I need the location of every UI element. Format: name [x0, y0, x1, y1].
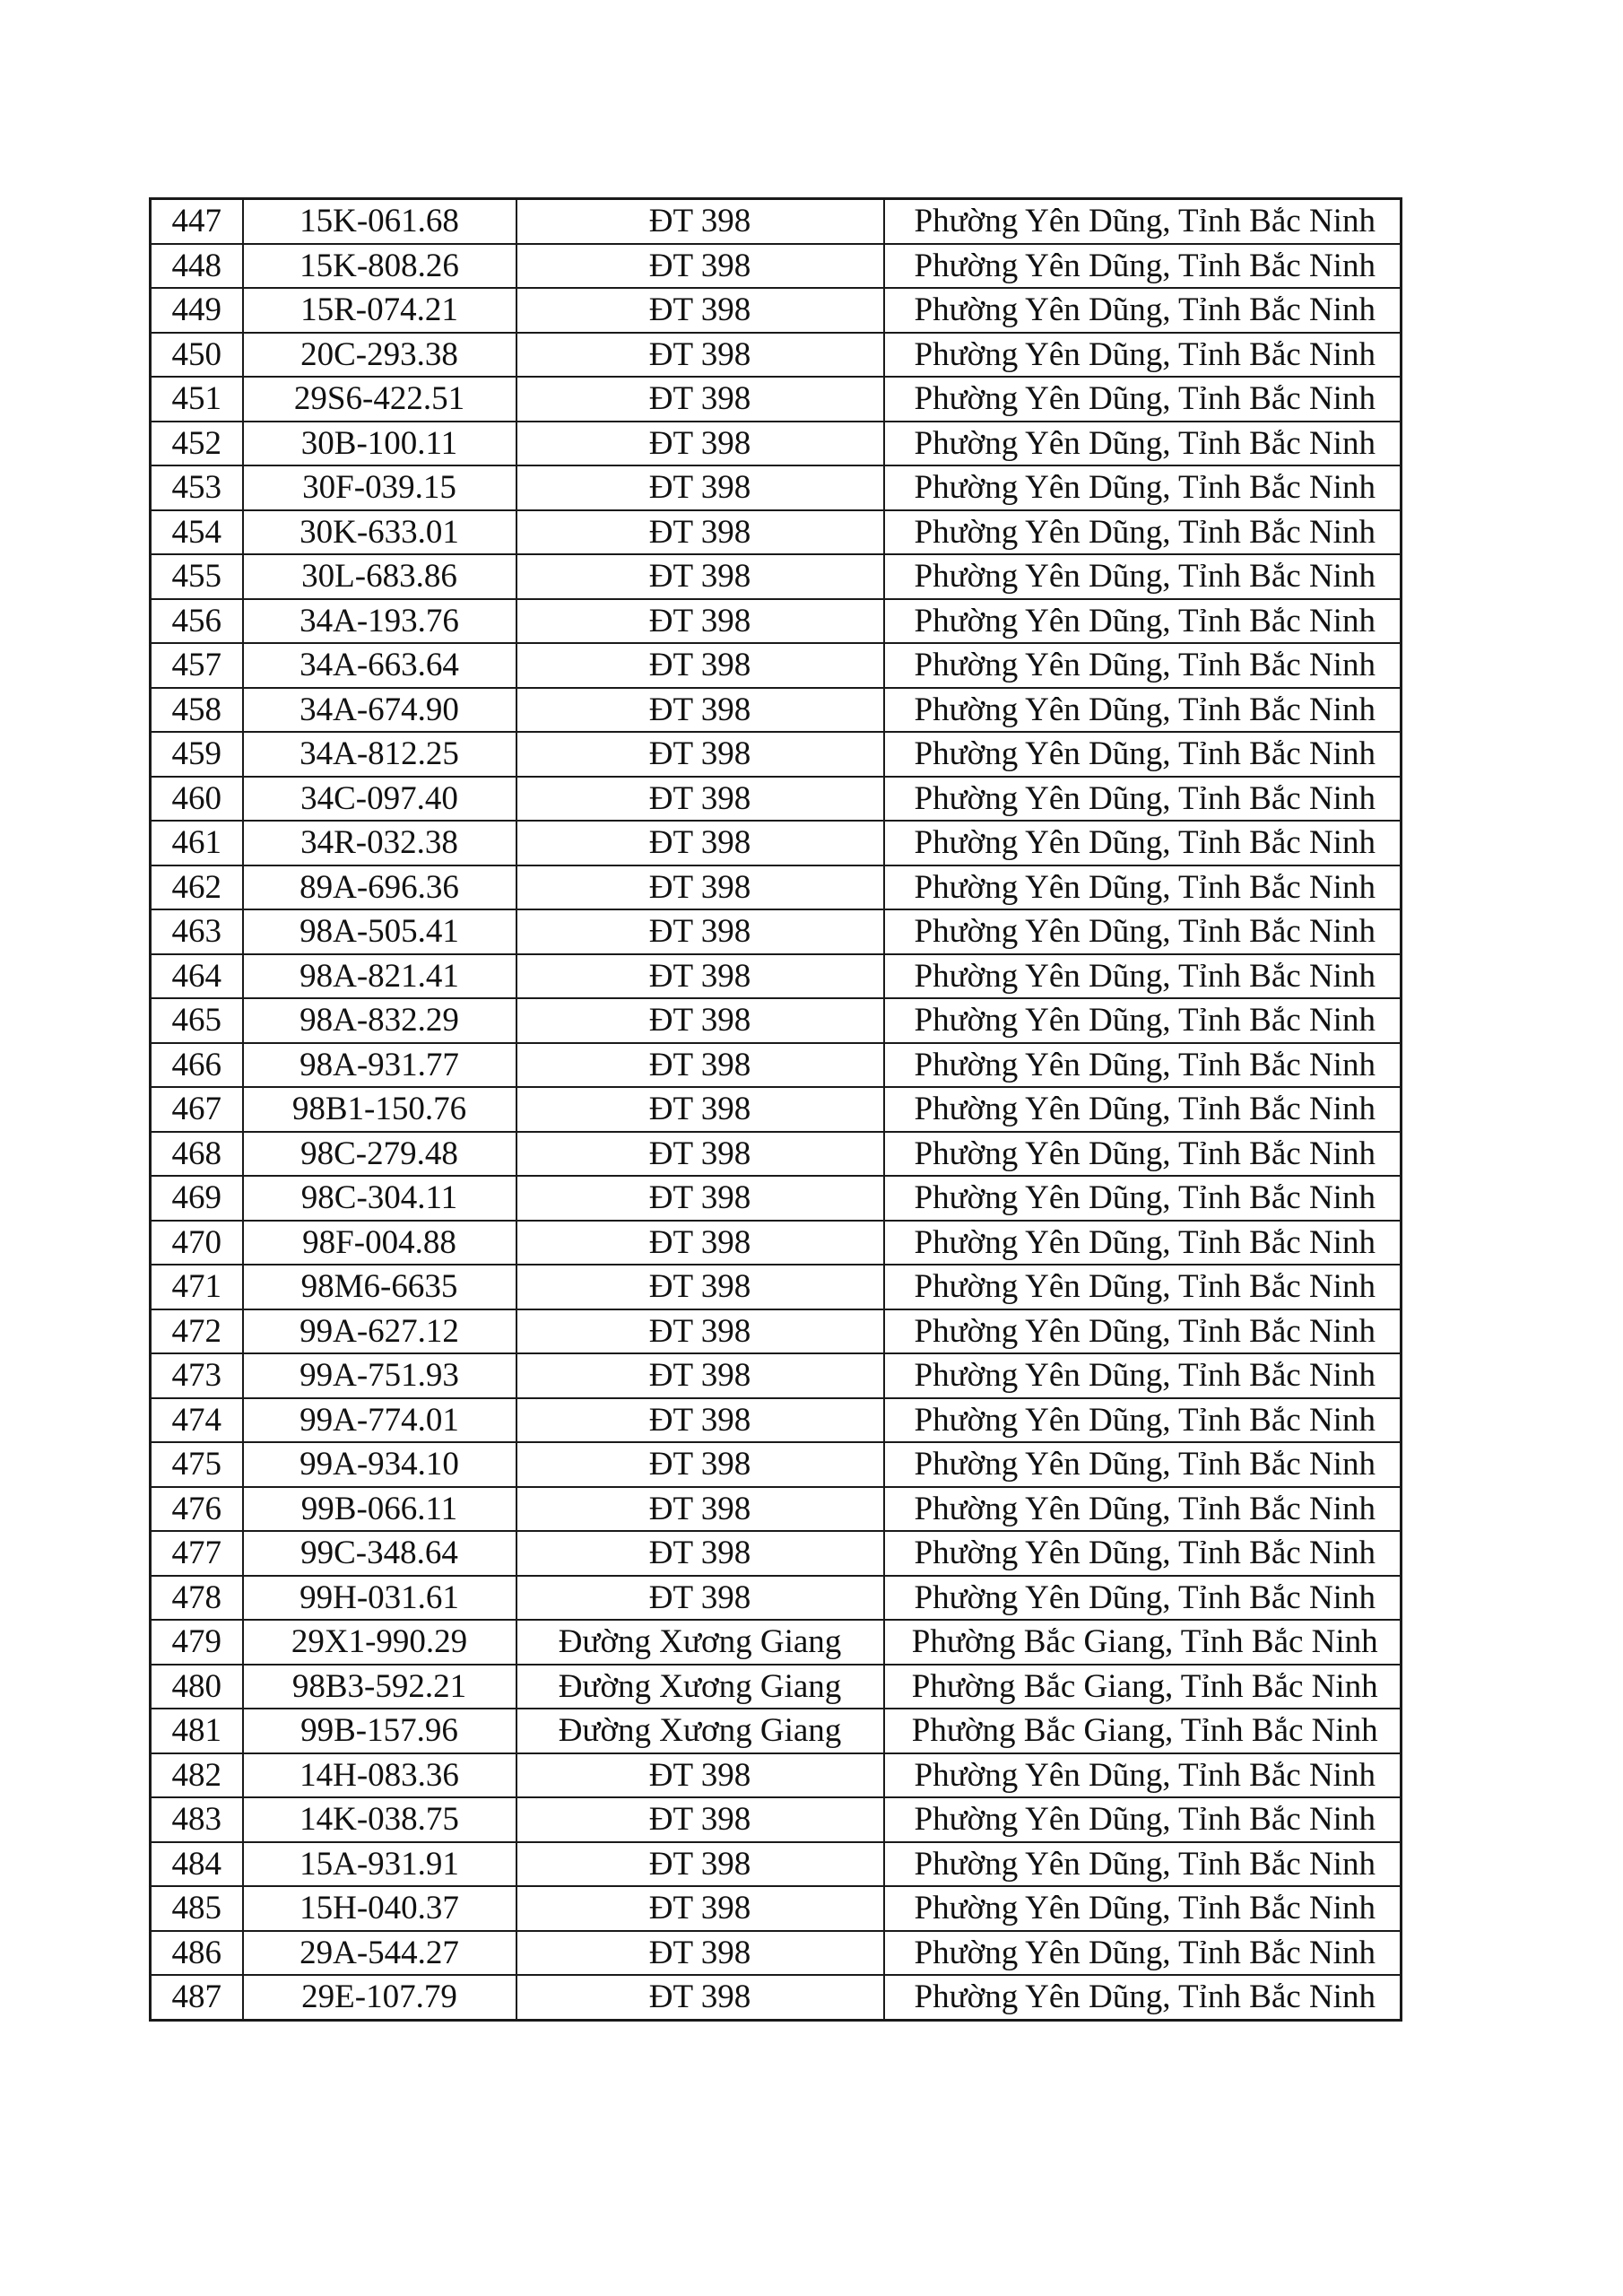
license-plate-cell: 98F-004.88 [243, 1221, 516, 1265]
table-row [151, 1487, 1402, 1532]
ward-province-cell: Phường Yên Dũng, Tỉnh Bắc Ninh [884, 599, 1402, 644]
road-name-cell: ĐT 398 [516, 510, 884, 555]
road-name-cell: ĐT 398 [516, 465, 884, 510]
table-row [151, 1132, 1402, 1177]
ward-province-cell: Phường Yên Dũng, Tỉnh Bắc Ninh [884, 1531, 1402, 1576]
ward-province-cell: Phường Bắc Giang, Tỉnh Bắc Ninh [884, 1709, 1402, 1753]
road-name-cell: ĐT 398 [516, 954, 884, 999]
road-name-cell: Đường Xương Giang [516, 1620, 884, 1665]
ward-province-cell: Phường Yên Dũng, Tỉnh Bắc Ninh [884, 1398, 1402, 1443]
license-plate-cell: 98B3-592.21 [243, 1665, 516, 1709]
license-plate-cell: 98A-931.77 [243, 1043, 516, 1088]
road-name-cell: ĐT 398 [516, 1753, 884, 1798]
table-row [151, 1886, 1402, 1931]
row-number-cell: 464 [151, 954, 243, 999]
ward-province-cell: Phường Yên Dũng, Tỉnh Bắc Ninh [884, 909, 1402, 954]
ward-province-cell: Phường Yên Dũng, Tỉnh Bắc Ninh [884, 643, 1402, 688]
row-number-cell: 448 [151, 244, 243, 289]
road-name-cell: ĐT 398 [516, 1975, 884, 2020]
ward-province-cell: Phường Yên Dũng, Tỉnh Bắc Ninh [884, 954, 1402, 999]
table-row [151, 1709, 1402, 1753]
ward-province-cell: Phường Yên Dũng, Tỉnh Bắc Ninh [884, 1442, 1402, 1487]
table-row [151, 377, 1402, 422]
table-row [151, 1576, 1402, 1621]
table-row [151, 998, 1402, 1043]
ward-province-cell: Phường Yên Dũng, Tỉnh Bắc Ninh [884, 1087, 1402, 1132]
road-name-cell: ĐT 398 [516, 643, 884, 688]
table-row [151, 1176, 1402, 1221]
row-number-cell: 456 [151, 599, 243, 644]
ward-province-cell: Phường Yên Dũng, Tỉnh Bắc Ninh [884, 1353, 1402, 1398]
ward-province-cell: Phường Yên Dũng, Tỉnh Bắc Ninh [884, 199, 1402, 244]
road-name-cell: ĐT 398 [516, 1353, 884, 1398]
row-number-cell: 463 [151, 909, 243, 954]
road-name-cell: Đường Xương Giang [516, 1709, 884, 1753]
license-plate-cell: 98M6-6635 [243, 1265, 516, 1309]
table-row [151, 1398, 1402, 1443]
row-number-cell: 474 [151, 1398, 243, 1443]
row-number-cell: 455 [151, 554, 243, 599]
license-plate-cell: 30B-100.11 [243, 422, 516, 466]
license-plate-cell: 14H-083.36 [243, 1753, 516, 1798]
license-plate-cell: 98C-279.48 [243, 1132, 516, 1177]
row-number-cell: 478 [151, 1576, 243, 1621]
row-number-cell: 459 [151, 732, 243, 777]
license-plate-cell: 99A-627.12 [243, 1309, 516, 1354]
ward-province-cell: Phường Yên Dũng, Tỉnh Bắc Ninh [884, 688, 1402, 733]
row-number-cell: 472 [151, 1309, 243, 1354]
row-number-cell: 460 [151, 777, 243, 822]
table-row [151, 599, 1402, 644]
table-row [151, 554, 1402, 599]
license-plate-cell: 15A-931.91 [243, 1842, 516, 1887]
row-number-cell: 482 [151, 1753, 243, 1798]
row-number-cell: 453 [151, 465, 243, 510]
table-row [151, 1620, 1402, 1665]
license-plate-cell: 15K-808.26 [243, 244, 516, 289]
row-number-cell: 466 [151, 1043, 243, 1088]
ward-province-cell: Phường Yên Dũng, Tỉnh Bắc Ninh [884, 1753, 1402, 1798]
license-plate-cell: 30L-683.86 [243, 554, 516, 599]
table-row [151, 1442, 1402, 1487]
table-row [151, 732, 1402, 777]
row-number-cell: 449 [151, 288, 243, 333]
license-plate-cell: 98B1-150.76 [243, 1087, 516, 1132]
road-name-cell: ĐT 398 [516, 599, 884, 644]
ward-province-cell: Phường Yên Dũng, Tỉnh Bắc Ninh [884, 998, 1402, 1043]
table-row [151, 1753, 1402, 1798]
ward-province-cell: Phường Yên Dũng, Tỉnh Bắc Ninh [884, 821, 1402, 865]
road-name-cell: ĐT 398 [516, 422, 884, 466]
table-row [151, 199, 1402, 244]
road-name-cell: ĐT 398 [516, 288, 884, 333]
license-plate-cell: 34A-674.90 [243, 688, 516, 733]
license-plate-cell: 98A-821.41 [243, 954, 516, 999]
road-name-cell: ĐT 398 [516, 732, 884, 777]
ward-province-cell: Phường Bắc Giang, Tỉnh Bắc Ninh [884, 1665, 1402, 1709]
row-number-cell: 454 [151, 510, 243, 555]
license-plate-cell: 15R-074.21 [243, 288, 516, 333]
ward-province-cell: Phường Yên Dũng, Tỉnh Bắc Ninh [884, 510, 1402, 555]
table-row [151, 510, 1402, 555]
table-row [151, 244, 1402, 289]
ward-province-cell: Phường Yên Dũng, Tỉnh Bắc Ninh [884, 244, 1402, 289]
row-number-cell: 486 [151, 1931, 243, 1976]
row-number-cell: 465 [151, 998, 243, 1043]
row-number-cell: 462 [151, 865, 243, 910]
road-name-cell: ĐT 398 [516, 333, 884, 378]
row-number-cell: 470 [151, 1221, 243, 1265]
table-row [151, 333, 1402, 378]
road-name-cell: ĐT 398 [516, 1132, 884, 1177]
ward-province-cell: Phường Yên Dũng, Tỉnh Bắc Ninh [884, 1931, 1402, 1976]
table-row [151, 1309, 1402, 1354]
road-name-cell: ĐT 398 [516, 777, 884, 822]
license-plate-cell: 99A-751.93 [243, 1353, 516, 1398]
row-number-cell: 461 [151, 821, 243, 865]
row-number-cell: 450 [151, 333, 243, 378]
license-plate-cell: 99C-348.64 [243, 1531, 516, 1576]
row-number-cell: 469 [151, 1176, 243, 1221]
license-plate-cell: 99A-934.10 [243, 1442, 516, 1487]
road-name-cell: ĐT 398 [516, 1398, 884, 1443]
ward-province-cell: Phường Yên Dũng, Tỉnh Bắc Ninh [884, 1842, 1402, 1887]
table-row [151, 1043, 1402, 1088]
license-plate-cell: 14K-038.75 [243, 1797, 516, 1842]
road-name-cell: ĐT 398 [516, 1442, 884, 1487]
row-number-cell: 447 [151, 199, 243, 244]
ward-province-cell: Phường Yên Dũng, Tỉnh Bắc Ninh [884, 1221, 1402, 1265]
row-number-cell: 477 [151, 1531, 243, 1576]
row-number-cell: 487 [151, 1975, 243, 2020]
road-name-cell: ĐT 398 [516, 1087, 884, 1132]
road-name-cell: ĐT 398 [516, 688, 884, 733]
row-number-cell: 485 [151, 1886, 243, 1931]
road-name-cell: ĐT 398 [516, 998, 884, 1043]
row-number-cell: 457 [151, 643, 243, 688]
license-plate-cell: 99H-031.61 [243, 1576, 516, 1621]
table-row [151, 1797, 1402, 1842]
license-plate-cell: 29E-107.79 [243, 1975, 516, 2020]
road-name-cell: ĐT 398 [516, 1221, 884, 1265]
row-number-cell: 475 [151, 1442, 243, 1487]
license-plate-cell: 34A-812.25 [243, 732, 516, 777]
ward-province-cell: Phường Yên Dũng, Tỉnh Bắc Ninh [884, 1265, 1402, 1309]
row-number-cell: 473 [151, 1353, 243, 1398]
license-plate-cell: 29S6-422.51 [243, 377, 516, 422]
ward-province-cell: Phường Yên Dũng, Tỉnh Bắc Ninh [884, 465, 1402, 510]
table-row [151, 1931, 1402, 1976]
license-plate-cell: 29A-544.27 [243, 1931, 516, 1976]
license-plate-cell: 99B-157.96 [243, 1709, 516, 1753]
ward-province-cell: Phường Yên Dũng, Tỉnh Bắc Ninh [884, 422, 1402, 466]
road-name-cell: ĐT 398 [516, 909, 884, 954]
ward-province-cell: Phường Yên Dũng, Tỉnh Bắc Ninh [884, 377, 1402, 422]
table-row [151, 688, 1402, 733]
ward-province-cell: Phường Yên Dũng, Tỉnh Bắc Ninh [884, 1975, 1402, 2020]
table-row [151, 954, 1402, 999]
license-plate-cell: 89A-696.36 [243, 865, 516, 910]
road-name-cell: ĐT 398 [516, 199, 884, 244]
ward-province-cell: Phường Yên Dũng, Tỉnh Bắc Ninh [884, 1487, 1402, 1532]
license-plate-cell: 34R-032.38 [243, 821, 516, 865]
license-plate-cell: 20C-293.38 [243, 333, 516, 378]
row-number-cell: 458 [151, 688, 243, 733]
row-number-cell: 483 [151, 1797, 243, 1842]
road-name-cell: ĐT 398 [516, 1043, 884, 1088]
license-plate-cell: 34A-193.76 [243, 599, 516, 644]
road-name-cell: ĐT 398 [516, 377, 884, 422]
ward-province-cell: Phường Bắc Giang, Tỉnh Bắc Ninh [884, 1620, 1402, 1665]
license-plate-cell: 15H-040.37 [243, 1886, 516, 1931]
license-plate-cell: 15K-061.68 [243, 199, 516, 244]
table-row [151, 1265, 1402, 1309]
license-plate-cell: 99A-774.01 [243, 1398, 516, 1443]
license-plate-cell: 34C-097.40 [243, 777, 516, 822]
road-name-cell: ĐT 398 [516, 1531, 884, 1576]
road-name-cell: ĐT 398 [516, 244, 884, 289]
road-name-cell: ĐT 398 [516, 1931, 884, 1976]
road-name-cell: ĐT 398 [516, 1842, 884, 1887]
row-number-cell: 467 [151, 1087, 243, 1132]
license-plate-cell: 30F-039.15 [243, 465, 516, 510]
road-name-cell: ĐT 398 [516, 1309, 884, 1354]
table-row [151, 1353, 1402, 1398]
license-plate-cell: 29X1-990.29 [243, 1620, 516, 1665]
road-name-cell: ĐT 398 [516, 1797, 884, 1842]
ward-province-cell: Phường Yên Dũng, Tỉnh Bắc Ninh [884, 1886, 1402, 1931]
table-row [151, 1842, 1402, 1887]
license-plate-cell: 98A-832.29 [243, 998, 516, 1043]
license-plate-cell: 34A-663.64 [243, 643, 516, 688]
road-name-cell: Đường Xương Giang [516, 1665, 884, 1709]
ward-province-cell: Phường Yên Dũng, Tỉnh Bắc Ninh [884, 1176, 1402, 1221]
row-number-cell: 452 [151, 422, 243, 466]
road-name-cell: ĐT 398 [516, 1886, 884, 1931]
road-name-cell: ĐT 398 [516, 1576, 884, 1621]
ward-province-cell: Phường Yên Dũng, Tỉnh Bắc Ninh [884, 1309, 1402, 1354]
ward-province-cell: Phường Yên Dũng, Tỉnh Bắc Ninh [884, 288, 1402, 333]
ward-province-cell: Phường Yên Dũng, Tỉnh Bắc Ninh [884, 777, 1402, 822]
road-name-cell: ĐT 398 [516, 865, 884, 910]
road-name-cell: ĐT 398 [516, 554, 884, 599]
records-table [149, 197, 1402, 2022]
table-row [151, 909, 1402, 954]
table-row [151, 288, 1402, 333]
license-plate-cell: 30K-633.01 [243, 510, 516, 555]
license-plate-cell: 98C-304.11 [243, 1176, 516, 1221]
ward-province-cell: Phường Yên Dũng, Tỉnh Bắc Ninh [884, 333, 1402, 378]
ward-province-cell: Phường Yên Dũng, Tỉnh Bắc Ninh [884, 1576, 1402, 1621]
license-plate-cell: 99B-066.11 [243, 1487, 516, 1532]
records-table-body [151, 199, 1402, 2021]
ward-province-cell: Phường Yên Dũng, Tỉnh Bắc Ninh [884, 1132, 1402, 1177]
table-row [151, 422, 1402, 466]
road-name-cell: ĐT 398 [516, 1176, 884, 1221]
row-number-cell: 476 [151, 1487, 243, 1532]
license-plate-cell: 98A-505.41 [243, 909, 516, 954]
ward-province-cell: Phường Yên Dũng, Tỉnh Bắc Ninh [884, 554, 1402, 599]
road-name-cell: ĐT 398 [516, 1487, 884, 1532]
table-row [151, 865, 1402, 910]
row-number-cell: 480 [151, 1665, 243, 1709]
table-row [151, 821, 1402, 865]
row-number-cell: 479 [151, 1620, 243, 1665]
row-number-cell: 451 [151, 377, 243, 422]
row-number-cell: 484 [151, 1842, 243, 1887]
ward-province-cell: Phường Yên Dũng, Tỉnh Bắc Ninh [884, 1797, 1402, 1842]
road-name-cell: ĐT 398 [516, 1265, 884, 1309]
table-row [151, 1221, 1402, 1265]
row-number-cell: 471 [151, 1265, 243, 1309]
table-row [151, 1975, 1402, 2020]
road-name-cell: ĐT 398 [516, 821, 884, 865]
table-row [151, 643, 1402, 688]
ward-province-cell: Phường Yên Dũng, Tỉnh Bắc Ninh [884, 1043, 1402, 1088]
row-number-cell: 481 [151, 1709, 243, 1753]
table-row [151, 1531, 1402, 1576]
table-row [151, 1087, 1402, 1132]
table-row [151, 777, 1402, 822]
table-row [151, 1665, 1402, 1709]
row-number-cell: 468 [151, 1132, 243, 1177]
ward-province-cell: Phường Yên Dũng, Tỉnh Bắc Ninh [884, 865, 1402, 910]
ward-province-cell: Phường Yên Dũng, Tỉnh Bắc Ninh [884, 732, 1402, 777]
table-row [151, 465, 1402, 510]
